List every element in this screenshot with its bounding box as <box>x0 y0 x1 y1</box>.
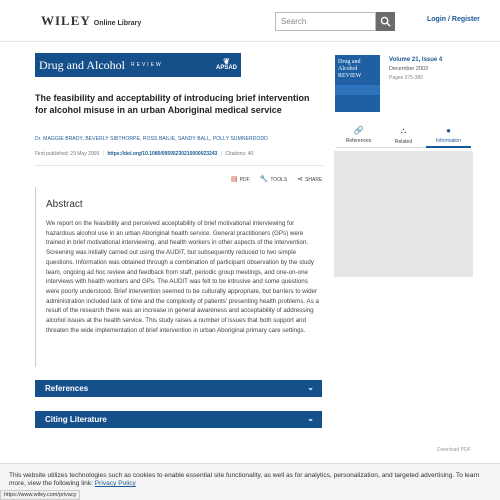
network-icon: ⛬ <box>400 126 407 135</box>
tab-information-label: Information <box>435 138 461 144</box>
abstract-heading: Abstract <box>46 199 83 210</box>
divider <box>35 165 323 166</box>
citing-literature-accordion[interactable] <box>35 411 322 428</box>
article-authors[interactable]: Dr. MAGGIE BRADY, BEVERLY SIBTHORPE, ROSS BAILIE, SANDY BALL, POLLY SUMNERDODD <box>35 136 268 142</box>
tools-label: TOOLS <box>270 177 288 183</box>
privacy-policy-link[interactable]: Privacy Policy <box>94 480 136 487</box>
information-panel <box>334 151 473 277</box>
article-tools <box>231 175 322 183</box>
chevron-down-icon: ⌄ <box>307 414 314 423</box>
citing-literature-accordion-label: Citing Literature <box>45 415 107 424</box>
journal-banner-title: Drug and Alcohol <box>39 57 125 72</box>
first-published-date: 29 May 2009 <box>70 151 100 157</box>
journal-cover-image[interactable] <box>335 55 380 112</box>
login-register-link[interactable]: Login / Register <box>427 16 480 23</box>
references-accordion[interactable] <box>35 380 322 397</box>
sidebar-tabs <box>336 126 471 148</box>
citations-label: Citations: <box>225 151 247 157</box>
logo-online-library-text: Online Library <box>93 20 142 27</box>
publication-info <box>35 151 335 157</box>
tab-information[interactable] <box>426 126 471 147</box>
search-button[interactable] <box>376 12 395 31</box>
share-icon: ⋖ <box>297 176 304 183</box>
wiley-logo[interactable] <box>41 13 141 29</box>
tab-related-label: Related <box>394 139 413 145</box>
apsad-label: APSAD <box>215 65 237 71</box>
issue-date: December 2002 <box>389 66 429 72</box>
cover-title: Drug and Alcohol REVIEW <box>338 59 362 79</box>
tab-references-label: References <box>345 138 372 144</box>
status-bar-url: https://www.wiley.com/privacy <box>0 490 80 500</box>
separator: | <box>220 151 223 157</box>
volume-issue-link[interactable]: Volume 21, Issue 4 <box>389 57 443 63</box>
journal-banner-subtitle: REVIEW <box>131 62 163 68</box>
separator: | <box>102 151 104 157</box>
references-accordion-label: References <box>45 384 89 393</box>
abstract-text: We report on the feasibility and perceived acceptability of brief motivational interviewing for hazardous alcohol use in an urban Aboriginal health service. General practitioners (GPs) were trained in brief motivational interviewing, and health workers in other aspects of the intervention. Screening was initially carried out using the AUDIT, but subsequently reduced to two simple questions. Information was obtained through a combination of participant observation by the study team, ongoing ad hoc review and feedback from staff, periodic group meetings, and one-on-one interviews with health workers and GPs. The AUDIT was felt to be intrusive and some questions were poorly understood. Brief intervention seemed to be culturally appropriate, but barriers to wider administration included lack of time and the complexity of patients' presenting health problems. As a result of the research there was an increase in general awareness and acceptability of addressing alcohol issues at the health service. This study raises a number of issues that both support and threaten the wide implementation of brief intervention in urban Aboriginal primary care settings. <box>46 220 319 334</box>
cover-stripe <box>335 85 380 95</box>
tab-references[interactable] <box>336 126 381 147</box>
link-icon: 🔗 <box>353 126 364 135</box>
search-input[interactable]: Search <box>275 12 376 31</box>
share-label: SHARE <box>305 177 323 183</box>
search-icon <box>380 16 391 27</box>
info-icon: ● <box>446 126 451 135</box>
citations-count[interactable]: 40 <box>247 151 254 157</box>
site-header <box>0 0 500 42</box>
tab-related[interactable] <box>381 126 426 147</box>
cookie-text <box>9 472 489 488</box>
apsad-logo <box>216 58 237 72</box>
download-pdf-link[interactable]: Download PDF <box>437 447 471 453</box>
pdf-label: PDF <box>239 177 250 183</box>
share-button[interactable] <box>297 175 322 183</box>
tools-button[interactable] <box>260 175 288 183</box>
article-title: The feasibility and acceptability of introducing brief intervention for alcohol misuse in an urban Aboriginal medical service <box>35 93 310 115</box>
journal-banner[interactable] <box>35 53 241 77</box>
issue-pages: Pages 375-380 <box>389 75 423 81</box>
logo-wiley-text: WILEY <box>41 13 91 28</box>
chevron-down-icon: ⌄ <box>307 383 314 392</box>
wrench-icon: 🔧 <box>259 176 269 183</box>
pdf-icon: ▤ <box>231 176 238 183</box>
cookie-message: This website utilizes technologies such as cookies to enable essential site functionality, as well as for analytics, personalization, and targeted advertising. To learn more, view the following link: <box>9 472 480 487</box>
apsad-leaf-icon: ❦ <box>223 57 230 66</box>
first-published-label: First published: <box>35 151 69 157</box>
abstract-section <box>35 187 323 367</box>
pdf-button[interactable] <box>231 175 250 183</box>
doi-link[interactable]: https://doi.org/10.1080/09595230210000023243 <box>107 151 218 157</box>
